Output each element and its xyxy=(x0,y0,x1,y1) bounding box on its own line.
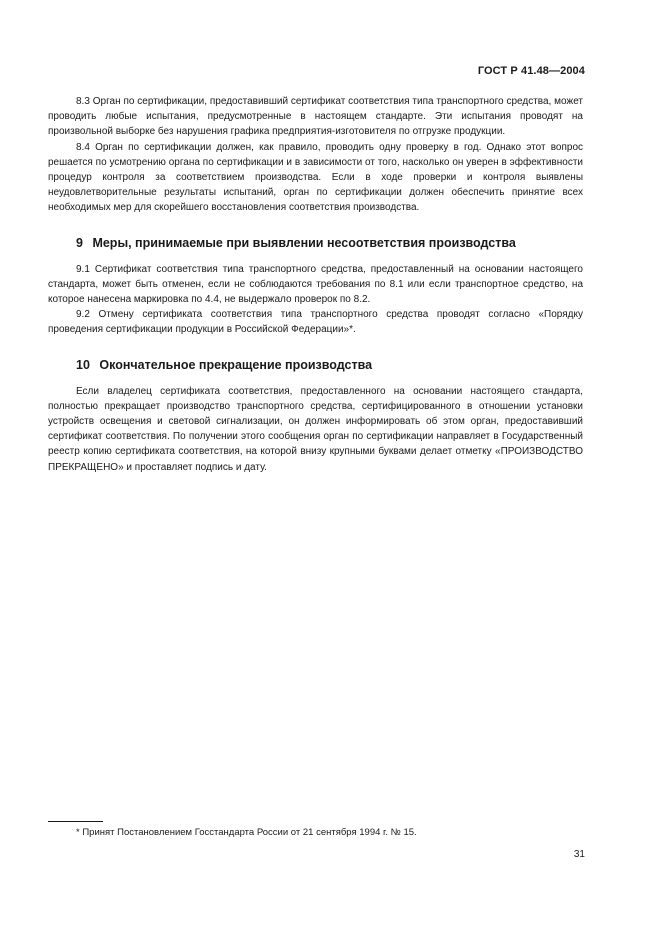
paragraph-10-1: Если владелец сертификата соответствия, предоставленного на основании настоящего стандарта, полностью прекращает производство транспортного средства, сертифицированного в отношении установки устройств освещения и световой сигнализации, он должен информировать об этом орган, предоставивший сертификат соответствия. По получении этого сообщения орган по сертификации направляет в Государственный реестр копию сертификата соответствия, на которой внизу крупными буквами делает отметку «ПРОИЗВОДСТВО ПРЕКРАЩЕНО» и проставляет подпись и дату. xyxy=(48,385,583,473)
section-10-title: Окончательное прекращение производства xyxy=(99,357,373,372)
page-number: 31 xyxy=(573,849,585,860)
main-content xyxy=(48,94,583,475)
paragraph-9-2: 9.2 Отмену сертификата соответствия типа транспортного средства проводят согласно «Порядку проведения сертификации продукции в Российской Федерации»*. xyxy=(48,309,583,336)
paragraph-8-3: 8.3 Орган по сертификации, предоставивший сертификат соответствия типа транспортного средства, может проводить любые испытания, предусмотренные в настоящем стандарте. Эти испытания проводят на произвольной выборке без нарушения графика предприятия-изготовителя по отгрузке продукции. xyxy=(48,96,583,138)
section-9-heading xyxy=(48,235,583,251)
section-9-number: 9 xyxy=(76,235,83,250)
document-id: ГОСТ Р 41.48—2004 xyxy=(477,65,585,77)
section-10-number: 10 xyxy=(76,357,90,372)
footnote-divider xyxy=(48,821,103,822)
footnote: * Принят Постановлением Госстандарта России от 21 сентября 1994 г. № 15. xyxy=(76,827,417,838)
paragraph-8-4: 8.4 Орган по сертификации должен, как правило, проводить одну проверку в год. Однако этот вопрос решается по усмотрению органа по сертификации и в зависимости от того, насколько он уверен в эффективности процедур контроля за соответствием производства. Если в ходе проверки и контроля выявлены неудовлетворительные результаты испытаний, орган по сертификации должен обеспечить принятие всех необходимых мер для скорейшего восстановления соответствия производства. xyxy=(48,141,583,214)
paragraph-9-1: 9.1 Сертификат соответствия типа транспортного средства, предоставленный на основании настоящего стандарта, может быть отменен, если не соблюдаются требования по 8.1 или если транспортное средство, на которое нанесена маркировка по 4.4, не выдержало проверок по 8.2. xyxy=(48,263,583,306)
section-10-heading xyxy=(48,357,583,373)
section-9-title: Меры, принимаемые при выявлении несоответствия производства xyxy=(92,235,516,250)
